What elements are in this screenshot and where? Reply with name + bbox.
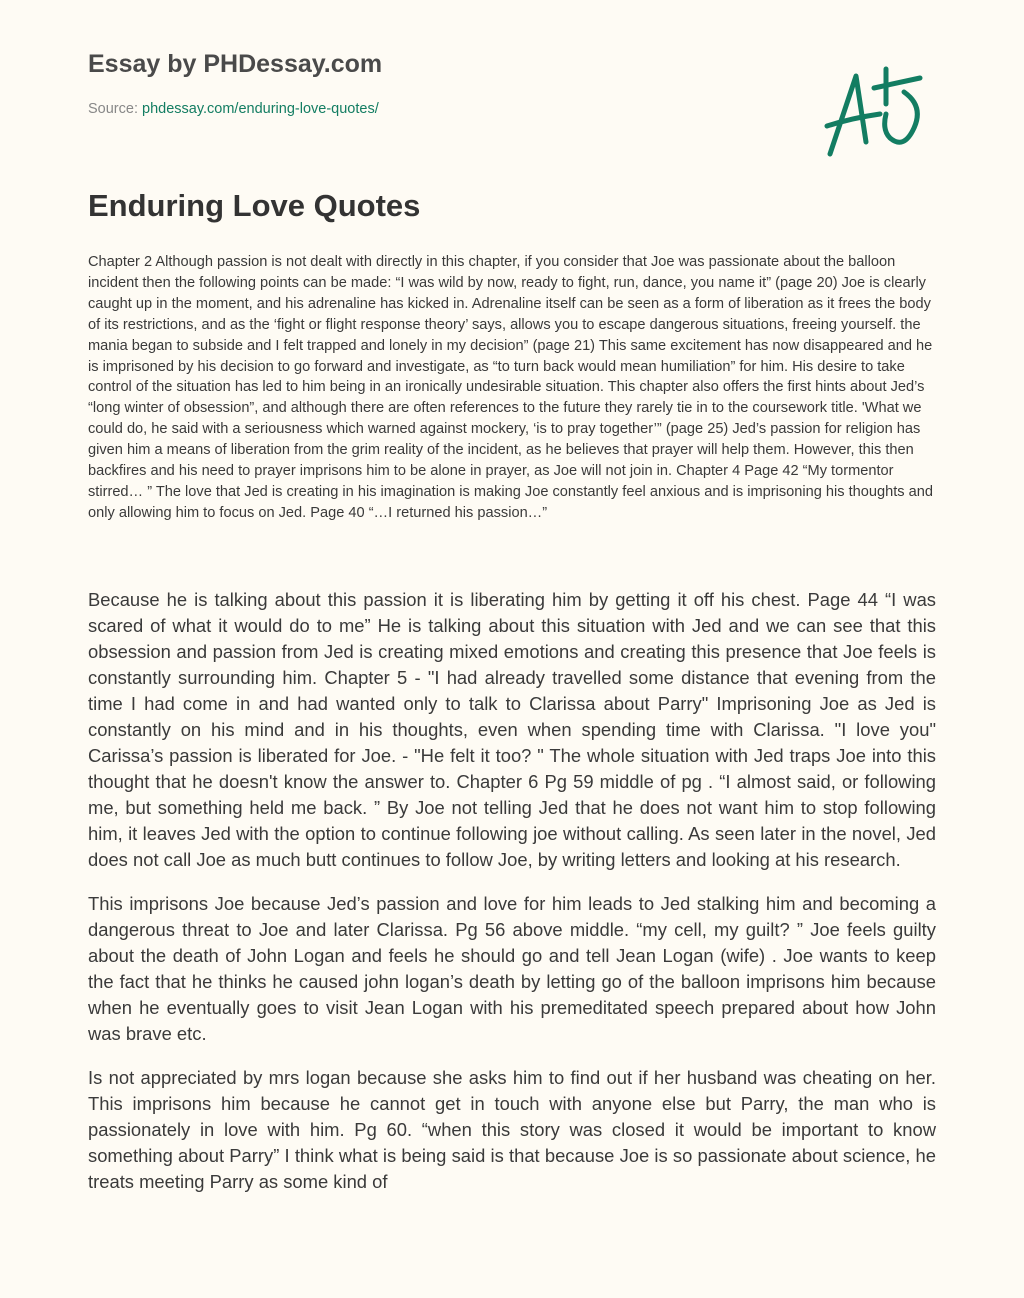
body-paragraph: Because he is talking about this passion it is liberating him by getting it off his chest. Page 44 “I was scared of what it would do to me” He is talking about this situation with Jed and we can see that this obsession and passion from Jed is creating mixed emotions and creating this presence that Joe feels is constantly surrounding him. Chapter 5 - "I had already travelled some distance that evening from the time I had come in and had wanted only to talk to Clarissa about Parry" Imprisoning Joe as Jed is constantly on his mind and in his thoughts, even when spending time with Clarissa. "I love you" Carissa’s passion is liberated for Joe. - "He felt it too? " The whole situation with Jed traps Joe into this thought that he doesn't know the answer to. Chapter 6 Pg 59 middle of pg . “I almost said, or following me, but something held me back. ” By Joe not telling Jed that he does not want him to stop following him, it leaves Jed with the option to continue following joe without calling. As seen later in the novel, Jed does not call Joe as much butt continues to follow Joe, by writing letters and looking at his research. <box>88 589 936 870</box>
source-line <box>88 101 379 117</box>
source-label: Source: <box>88 101 138 117</box>
body-paragraph: Is not appreciated by mrs logan because she asks him to find out if her husband was cheating on her. This imprisons him because he cannot get in touch with anyone else but Parry, the man who is passionately in love with him. Pg 60. “when this story was closed it would be important to know something about Parry” I think what is being said is that because Joe is so passionate about science, he treats meeting Parry as some kind of <box>88 1067 936 1192</box>
site-title: Essay by PHDessay.com <box>88 50 383 78</box>
article-body <box>88 587 936 1213</box>
source-link[interactable]: phdessay.com/enduring-love-quotes/ <box>142 101 379 117</box>
page-title: Enduring Love Quotes <box>88 188 421 223</box>
intro-paragraph: Chapter 2 Although passion is not dealt with directly in this chapter, if you consider that Joe was passionate about the balloon incident then the following points can be made: “I was wild by now, ready to fight, run, dance, you name it” (page 20) Joe is clearly caught up in the moment, and his adrenaline has kicked in. Adrenaline itself can be seen as a form of liberation as it frees the body of its restrictions, and as the ‘fight or flight response theory’ says, allows you to escape dangerous situations, freeing yourself. the mania began to subside and I felt trapped and lonely in my decision” (page 21) This same excitement has now disappeared and he is imprisoned by his decision to go forward and investigate, as “to turn back would mean humiliation” for him. His desire to take control of the situation has led to him being in an ironically undesirable situation. This chapter also offers the first hints about Jed’s “long winter of obsession”, and although there are often references to the future they rarely tie in to the coursework title. 'What we could do, he said with a seriousness which warned against mockery, ‘is to pray together’” (page 25) Jed’s passion for religion has given him a means of liberation from the grim reality of the incident, as he believes that prayer will help them. However, this then backfires and his need to prayer imprisons him to be alone in prayer, as Joe will not join in. Chapter 4 Page 42 “My tormentor stirred… ” The love that Jed is creating in his imagination is making Joe constantly feel anxious and is imprisoning his thoughts and only allowing him to focus on Jed. Page 40 “…I returned his passion…” <box>88 254 933 521</box>
body-paragraph: This imprisons Joe because Jed’s passion and love for him leads to Jed stalking him and becoming a dangerous threat to Joe and later Clarissa. Pg 56 above middle. “my cell, my guilt? ” Joe feels guilty about the death of John Logan and feels he should go and tell Jean Logan (wife) . Joe wants to keep the fact that he thinks he caused john logan’s death by letting go of the balloon imprisons him because when he eventually goes to visit Jean Logan with his premeditated speech prepared about how John was brave etc. <box>88 893 936 1044</box>
a-plus-logo-icon <box>822 66 928 160</box>
